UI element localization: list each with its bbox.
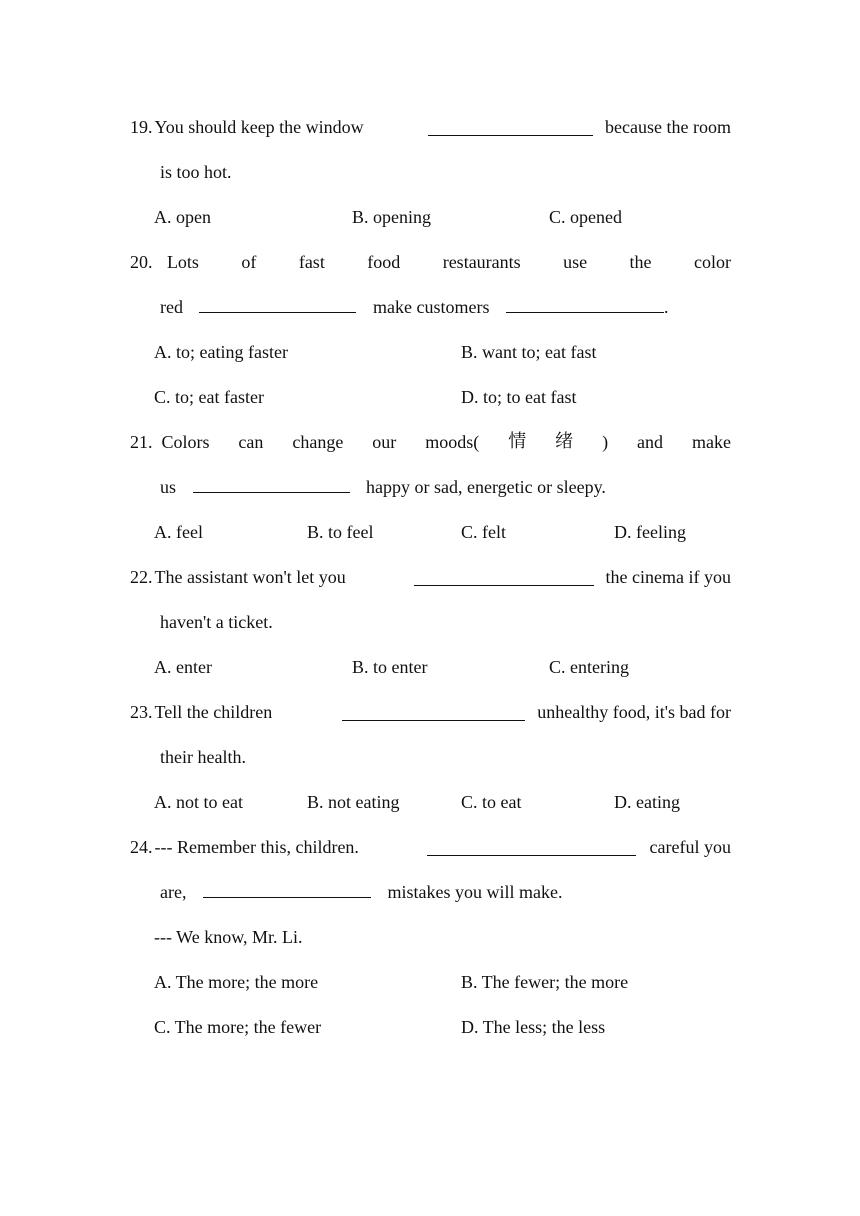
question-20-word: food (367, 252, 401, 272)
question-19-line-1 (130, 115, 731, 139)
question-24-line-1 (130, 835, 731, 859)
question-20-word: restaurants (442, 252, 521, 272)
question-24-blank-1 (427, 839, 636, 856)
question-21-option-c: C. felt (461, 522, 506, 542)
question-24-option-a: A. The more; the more (154, 972, 319, 992)
question-22-option-c: C. entering (549, 657, 629, 677)
question-21-word: ) (602, 432, 609, 452)
question-24-line2-end: mistakes you will make. (387, 882, 563, 902)
question-20-line2-end: . (663, 297, 669, 317)
question-19-stem-after: because the room (605, 117, 731, 137)
question-20-line2-mid: make customers (372, 297, 490, 317)
question-21-line2-end: happy or sad, energetic or sleepy. (366, 477, 606, 497)
question-23-stem-after: unhealthy food, it's bad for (537, 702, 731, 722)
question-19-line-2: is too hot. (160, 162, 232, 182)
question-23-line-2: their health. (160, 747, 246, 767)
question-20-line2-start: red (160, 297, 183, 317)
question-22-blank (414, 569, 594, 586)
question-21-word: change (292, 432, 344, 452)
question-20-number: 20. (130, 252, 153, 272)
question-24-blank-2 (203, 881, 371, 898)
question-23-number: 23. (130, 702, 153, 722)
question-20-option-c: C. to; eat faster (154, 387, 264, 407)
question-23-blank (342, 704, 525, 721)
question-20-option-b: B. want to; eat fast (461, 342, 597, 362)
question-21-word: can (238, 432, 264, 452)
question-21-line2-start: us (160, 477, 177, 497)
question-21-option-d: D. feeling (614, 522, 686, 542)
question-23-stem-before: Tell the children (154, 702, 273, 722)
question-21-line-2 (160, 475, 731, 499)
question-24-stem-before: --- Remember this, children. (154, 837, 359, 857)
question-21-word: our (372, 432, 397, 452)
question-21-option-b: B. to feel (307, 522, 374, 542)
question-19-option-b: B. opening (352, 207, 431, 227)
question-24-option-d: D. The less; the less (461, 1017, 606, 1037)
question-20-blank-1 (199, 296, 356, 313)
question-20-line-1 (130, 250, 731, 274)
question-21-word-cn: 情 (508, 431, 527, 452)
question-24-option-c: C. The more; the fewer (154, 1017, 322, 1037)
question-19-option-c: C. opened (549, 207, 622, 227)
question-21-word: and (637, 432, 664, 452)
question-21-word: Colors (161, 432, 210, 452)
question-23-option-d: D. eating (614, 792, 680, 812)
question-20-word: fast (298, 252, 325, 272)
question-21-line-1 (130, 430, 731, 454)
question-20-word: use (563, 252, 588, 272)
question-24-line-2 (160, 880, 731, 904)
question-20-word: Lots (166, 252, 199, 272)
question-19-stem-before: You should keep the window (154, 117, 364, 137)
question-22-line-1 (130, 565, 731, 589)
question-20-word: color (693, 252, 731, 272)
question-20-option-a: A. to; eating faster (154, 342, 288, 362)
question-24-option-b: B. The fewer; the more (461, 972, 629, 992)
question-22-stem-after: the cinema if you (605, 567, 731, 587)
question-19-option-a: A. open (154, 207, 211, 227)
question-20-word: the (629, 252, 652, 272)
question-23-line-1 (130, 700, 731, 724)
question-24-stem-after: careful you (649, 837, 731, 857)
question-24-number: 24. (130, 837, 153, 857)
question-22-option-a: A. enter (154, 657, 212, 677)
question-22-option-b: B. to enter (352, 657, 428, 677)
question-23-option-b: B. not eating (307, 792, 400, 812)
question-23-option-c: C. to eat (461, 792, 522, 812)
question-21-blank (193, 476, 350, 493)
question-20-word: of (241, 252, 257, 272)
question-24-reply: --- We know, Mr. Li. (154, 927, 303, 947)
question-19-number: 19. (130, 117, 153, 137)
question-22-number: 22. (130, 567, 153, 587)
question-21-option-a: A. feel (154, 522, 203, 542)
question-21-word: make (692, 432, 731, 452)
question-20-blank-2 (506, 296, 664, 313)
question-22-line-2: haven't a ticket. (160, 612, 273, 632)
question-24-line2-start: are, (160, 882, 187, 902)
question-23-option-a: A. not to eat (154, 792, 243, 812)
question-20-line-2 (160, 295, 731, 319)
question-22-stem-before: The assistant won't let you (154, 567, 346, 587)
question-21-word: moods( (425, 432, 480, 452)
question-21-word-cn: 绪 (555, 431, 574, 452)
question-21-number: 21. (130, 432, 153, 452)
question-19-blank (428, 119, 593, 136)
question-20-option-d: D. to; to eat fast (461, 387, 577, 407)
